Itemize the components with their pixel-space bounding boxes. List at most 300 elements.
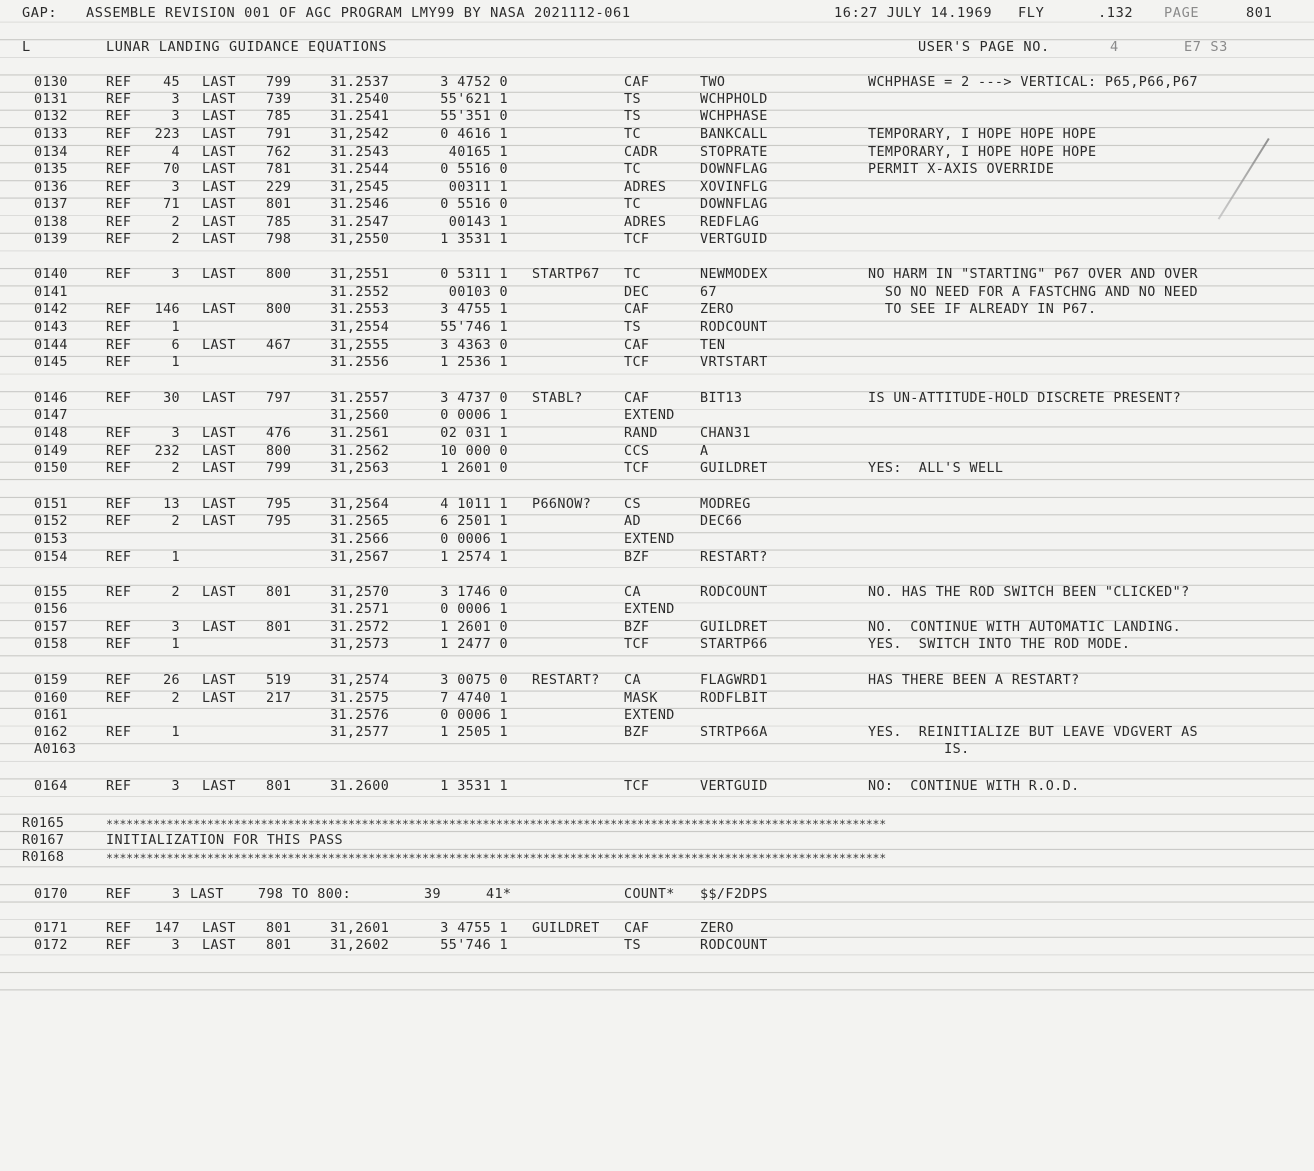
last-label: LAST	[202, 267, 236, 282]
header-mode: FLY	[1018, 5, 1045, 21]
opcode: TCF	[624, 232, 650, 247]
ref-count: 232	[154, 444, 180, 459]
comment: SO NO NEED FOR A FASTCHNG AND NO NEED	[868, 285, 1199, 300]
last-label: LAST	[202, 514, 236, 529]
listing-row	[0, 496, 1314, 514]
last-ref: 799	[266, 75, 292, 90]
last-label: LAST	[202, 197, 236, 212]
line-number: R0168	[22, 850, 65, 865]
last-ref: 800	[266, 302, 292, 317]
address: 31.2540	[330, 92, 390, 107]
address: 31,2601	[330, 921, 390, 936]
last-ref: 801	[266, 585, 292, 600]
octal-word: 00103 0	[448, 285, 508, 300]
opcode: CAF	[624, 302, 650, 317]
address: 31,2573	[330, 637, 390, 652]
line-number: 0142	[34, 302, 68, 317]
operand: 67	[700, 285, 717, 300]
listing-row	[0, 161, 1314, 179]
header-page-number: 801	[1246, 5, 1273, 21]
last-ref: 467	[266, 338, 292, 353]
ref-label: REF	[106, 691, 132, 706]
line-number: 0170	[34, 887, 68, 902]
line-number: R0165	[22, 816, 65, 831]
operand: BANKCALL	[700, 127, 768, 142]
line-number: 0146	[34, 391, 68, 406]
line-number: 0151	[34, 497, 68, 512]
listing-row	[0, 513, 1314, 531]
line-number: 0164	[34, 779, 68, 794]
ref-label: REF	[106, 127, 132, 142]
ref-count: 3	[171, 779, 180, 794]
ref-count: 2	[171, 215, 180, 230]
address: 31,2574	[330, 673, 390, 688]
ref-label: REF	[106, 232, 132, 247]
last-label: LAST	[202, 691, 236, 706]
last-label: LAST	[202, 338, 236, 353]
last-label: LAST	[202, 938, 236, 953]
listing-row	[0, 284, 1314, 302]
ref-count: 1	[171, 637, 180, 652]
last-ref: 801	[266, 938, 292, 953]
ref-label: REF	[106, 215, 132, 230]
opcode: EXTEND	[624, 532, 675, 547]
ref-count: 3	[171, 426, 180, 441]
ref-count: 3	[171, 620, 180, 635]
octal-word: 3 0075 0	[440, 673, 508, 688]
remark-line	[0, 815, 1314, 833]
listing-row	[0, 91, 1314, 109]
line-number: 0159	[34, 673, 68, 688]
operand: REDFLAG	[700, 215, 760, 230]
header-title: ASSEMBLE REVISION 001 OF AGC PROGRAM LMY99 BY NASA 2021112-061	[86, 5, 631, 21]
opcode: TS	[624, 109, 641, 124]
address: 31,2570	[330, 585, 390, 600]
last-label: LAST	[202, 921, 236, 936]
opcode: EXTEND	[624, 602, 675, 617]
octal-word: 0 0006 1	[440, 532, 508, 547]
last-ref: 800	[266, 444, 292, 459]
header-prefix: GAP:	[22, 5, 58, 21]
address: 31.2556	[330, 355, 390, 370]
octal-word: 0 0006 1	[440, 602, 508, 617]
operand: TWO	[700, 75, 726, 90]
opcode: TS	[624, 92, 641, 107]
line-number: 0157	[34, 620, 68, 635]
last-label: LAST	[202, 497, 236, 512]
last-ref: 801	[266, 197, 292, 212]
comment: TO SEE IF ALREADY IN P67.	[868, 302, 1097, 317]
address: 31.2552	[330, 285, 390, 300]
opcode: BZF	[624, 725, 650, 740]
octal-word: 1 2601 0	[440, 461, 508, 476]
line-number: 0154	[34, 550, 68, 565]
opcode: BZF	[624, 620, 650, 635]
last-ref: 217	[266, 691, 292, 706]
address: 31.2572	[330, 620, 390, 635]
count-a: 39	[424, 887, 441, 902]
comment: NO. CONTINUE WITH AUTOMATIC LANDING.	[868, 620, 1182, 635]
listing-row	[0, 179, 1314, 197]
line-number: 0147	[34, 408, 68, 423]
opcode: ADRES	[624, 215, 667, 230]
octal-word: 0 5311 1	[440, 267, 508, 282]
address: 31.2546	[330, 197, 390, 212]
listing-row	[0, 74, 1314, 92]
section-marker: L	[22, 39, 31, 55]
octal-word: 1 2477 0	[440, 637, 508, 652]
octal-word: 0 4616 1	[440, 127, 508, 142]
last-ref: 795	[266, 514, 292, 529]
opcode: CADR	[624, 145, 658, 160]
listing-row	[0, 601, 1314, 619]
ref-label: REF	[106, 497, 132, 512]
octal-word: 55'351 0	[440, 109, 508, 124]
last-label: LAST	[202, 92, 236, 107]
listing-row	[0, 126, 1314, 144]
line-number: 0134	[34, 145, 68, 160]
address: 31.2544	[330, 162, 390, 177]
octal-word: 4 1011 1	[440, 497, 508, 512]
opcode: TCF	[624, 779, 650, 794]
ref-label: REF	[106, 302, 132, 317]
address: 31.2600	[330, 779, 390, 794]
last-label: LAST	[202, 145, 236, 160]
address: 31,2554	[330, 320, 390, 335]
last-label: LAST	[202, 162, 236, 177]
section-title: LUNAR LANDING GUIDANCE EQUATIONS	[106, 39, 388, 55]
last-ref: 762	[266, 145, 292, 160]
operand: TEN	[700, 338, 726, 353]
ref-count: 147	[154, 921, 180, 936]
octal-word: 1 2536 1	[440, 355, 508, 370]
address: 31,2551	[330, 267, 390, 282]
octal-word: 0 5516 0	[440, 197, 508, 212]
ref-count: 3	[172, 887, 181, 902]
address: 31,2555	[330, 338, 390, 353]
opcode: TCF	[624, 355, 650, 370]
last-label: LAST	[202, 585, 236, 600]
operand: ZERO	[700, 302, 734, 317]
opcode: TC	[624, 127, 641, 142]
address: 31.2562	[330, 444, 390, 459]
count-range: 798 TO 800:	[258, 887, 352, 902]
line-number: 0133	[34, 127, 68, 142]
last-ref: 519	[266, 673, 292, 688]
ref-label: REF	[106, 444, 132, 459]
ref-label: REF	[106, 145, 132, 160]
operand: ZERO	[700, 921, 734, 936]
remark-text: INITIALIZATION FOR THIS PASS	[106, 833, 343, 848]
listing-row	[0, 144, 1314, 162]
octal-word: 3 4755 1	[440, 921, 508, 936]
address: 31.2537	[330, 75, 390, 90]
operand: RODCOUNT	[700, 320, 768, 335]
ref-label: REF	[106, 673, 132, 688]
opcode: EXTEND	[624, 708, 675, 723]
operand: RODFLBIT	[700, 691, 768, 706]
operand: CHAN31	[700, 426, 751, 441]
ref-label: REF	[106, 887, 132, 902]
line-number: 0143	[34, 320, 68, 335]
line-number: 0138	[34, 215, 68, 230]
octal-word: 1 2574 1	[440, 550, 508, 565]
operand: NEWMODEX	[700, 267, 768, 282]
ref-count: 1	[171, 725, 180, 740]
comment: NO: CONTINUE WITH R.O.D.	[868, 779, 1080, 794]
line-number: 0130	[34, 75, 68, 90]
opcode: TCF	[624, 637, 650, 652]
ref-count: 45	[163, 75, 180, 90]
opcode: TC	[624, 197, 641, 212]
last-label: LAST	[190, 887, 224, 902]
operand: VERTGUID	[700, 779, 768, 794]
octal-word: 7 4740 1	[440, 691, 508, 706]
line-number: 0149	[34, 444, 68, 459]
ref-count: 3	[171, 267, 180, 282]
line-number: 0158	[34, 637, 68, 652]
last-label: LAST	[202, 620, 236, 635]
operand: STOPRATE	[700, 145, 768, 160]
line-number: 0141	[34, 285, 68, 300]
opcode: CAF	[624, 75, 650, 90]
ref-count: 13	[163, 497, 180, 512]
ref-count: 2	[171, 691, 180, 706]
address: 31,2577	[330, 725, 390, 740]
octal-word: 02 031 1	[440, 426, 508, 441]
opcode: TS	[624, 320, 641, 335]
address: 31,2542	[330, 127, 390, 142]
line-number: 0148	[34, 426, 68, 441]
comment: WCHPHASE = 2 ---> VERTICAL: P65,P66,P67	[868, 75, 1199, 90]
opcode: MASK	[624, 691, 658, 706]
opcode: EXTEND	[624, 408, 675, 423]
line-number: 0145	[34, 355, 68, 370]
address: 31,2564	[330, 497, 390, 512]
operand: RODCOUNT	[700, 938, 768, 953]
listing-row	[0, 584, 1314, 602]
ref-label: REF	[106, 338, 132, 353]
opcode: DEC	[624, 285, 650, 300]
address: 31,2545	[330, 180, 390, 195]
section-code: E7 S3	[1184, 39, 1228, 55]
opcode: ADRES	[624, 180, 667, 195]
line-number: 0161	[34, 708, 68, 723]
listing-row	[0, 920, 1314, 938]
address: 31.2571	[330, 602, 390, 617]
comment: NO HARM IN "STARTING" P67 OVER AND OVER	[868, 267, 1199, 282]
listing-row	[0, 214, 1314, 232]
opcode: TCF	[624, 461, 650, 476]
ref-label: REF	[106, 725, 132, 740]
listing-row	[0, 337, 1314, 355]
line-number: 0144	[34, 338, 68, 353]
opcode: TC	[624, 162, 641, 177]
listing-row	[0, 266, 1314, 284]
last-label: LAST	[202, 215, 236, 230]
ref-label: REF	[106, 92, 132, 107]
line-number: 0137	[34, 197, 68, 212]
octal-word: 1 2505 1	[440, 725, 508, 740]
last-ref: 791	[266, 127, 292, 142]
opcode: AD	[624, 514, 641, 529]
directive: COUNT*	[624, 887, 675, 902]
address: 31,2567	[330, 550, 390, 565]
header-seq: .132	[1098, 5, 1134, 21]
listing-row	[0, 231, 1314, 249]
address: 31.2553	[330, 302, 390, 317]
listing-row	[0, 778, 1314, 796]
address: 31.2575	[330, 691, 390, 706]
last-label: LAST	[202, 391, 236, 406]
section-header	[0, 38, 1314, 56]
octal-word: 0 0006 1	[440, 708, 508, 723]
last-ref: 801	[266, 779, 292, 794]
opcode: CA	[624, 585, 641, 600]
listing-row	[0, 707, 1314, 725]
ref-label: REF	[106, 267, 132, 282]
listing-row	[0, 619, 1314, 637]
ref-label: REF	[106, 779, 132, 794]
operand: BIT13	[700, 391, 743, 406]
opcode: CS	[624, 497, 641, 512]
last-label: LAST	[202, 232, 236, 247]
operand: STRTP66A	[700, 725, 768, 740]
ref-count: 3	[171, 109, 180, 124]
ref-count: 2	[171, 461, 180, 476]
comment: NO. HAS THE ROD SWITCH BEEN "CLICKED"?	[868, 585, 1190, 600]
opcode: CCS	[624, 444, 650, 459]
ref-count: 70	[163, 162, 180, 177]
ref-count: 71	[163, 197, 180, 212]
address: 31.2543	[330, 145, 390, 160]
octal-word: 3 4363 0	[440, 338, 508, 353]
ref-count: 1	[171, 355, 180, 370]
comment: PERMIT X-AXIS OVERRIDE	[868, 162, 1055, 177]
last-ref: 781	[266, 162, 292, 177]
octal-word: 10 000 0	[440, 444, 508, 459]
listing-row	[0, 196, 1314, 214]
line-number: 0153	[34, 532, 68, 547]
ref-label: REF	[106, 585, 132, 600]
listing-row	[0, 108, 1314, 126]
count-directive-row	[0, 886, 1314, 904]
last-label: LAST	[202, 779, 236, 794]
address: 31.2541	[330, 109, 390, 124]
octal-word: 0 0006 1	[440, 408, 508, 423]
ref-count: 146	[154, 302, 180, 317]
line-number: 0139	[34, 232, 68, 247]
ref-label: REF	[106, 355, 132, 370]
listing-row	[0, 531, 1314, 549]
opcode: BZF	[624, 550, 650, 565]
last-ref: 229	[266, 180, 292, 195]
line-number: 0171	[34, 921, 68, 936]
ref-label: REF	[106, 637, 132, 652]
octal-word: 00311 1	[448, 180, 508, 195]
operand: MODREG	[700, 497, 751, 512]
ref-label: REF	[106, 921, 132, 936]
listing-row	[0, 354, 1314, 372]
last-label: LAST	[202, 461, 236, 476]
octal-word: 0 5516 0	[440, 162, 508, 177]
last-ref: 795	[266, 497, 292, 512]
octal-word: 3 4755 1	[440, 302, 508, 317]
opcode: CAF	[624, 338, 650, 353]
address: 31.2566	[330, 532, 390, 547]
ref-label: REF	[106, 938, 132, 953]
octal-word: 00143 1	[448, 215, 508, 230]
ref-label: REF	[106, 162, 132, 177]
listing-row	[0, 741, 1314, 759]
remark-line	[0, 832, 1314, 850]
listing-row	[0, 390, 1314, 408]
comment: HAS THERE BEEN A RESTART?	[868, 673, 1080, 688]
ref-count: 1	[171, 550, 180, 565]
octal-word: 55'621 1	[440, 92, 508, 107]
octal-word: 6 2501 1	[440, 514, 508, 529]
comment: TEMPORARY, I HOPE HOPE HOPE	[868, 127, 1097, 142]
symbol-label: STARTP67	[532, 267, 600, 282]
opcode: CAF	[624, 921, 650, 936]
opcode: RAND	[624, 426, 658, 441]
ref-label: REF	[106, 514, 132, 529]
asterisk-rule: ********************************************************************************************************************	[106, 851, 886, 865]
last-ref: 801	[266, 620, 292, 635]
line-number: 0156	[34, 602, 68, 617]
line-number: 0162	[34, 725, 68, 740]
line-number: 0135	[34, 162, 68, 177]
line-number: 0140	[34, 267, 68, 282]
ref-count: 2	[171, 585, 180, 600]
opcode: TS	[624, 938, 641, 953]
ref-label: REF	[106, 461, 132, 476]
ref-count: 3	[171, 180, 180, 195]
ref-label: REF	[106, 550, 132, 565]
last-label: LAST	[202, 127, 236, 142]
last-label: LAST	[202, 180, 236, 195]
ref-count: 2	[171, 514, 180, 529]
listing-row	[0, 407, 1314, 425]
last-ref: 785	[266, 109, 292, 124]
ref-count: 4	[171, 145, 180, 160]
octal-word: 1 2601 0	[440, 620, 508, 635]
address: 31.2561	[330, 426, 390, 441]
remark-line	[0, 849, 1314, 867]
listing-header	[0, 4, 1314, 22]
comment: TEMPORARY, I HOPE HOPE HOPE	[868, 145, 1097, 160]
address: 31.2557	[330, 391, 390, 406]
last-ref: 476	[266, 426, 292, 441]
comment: IS.	[868, 742, 970, 757]
line-number: 0155	[34, 585, 68, 600]
header-datetime: 16:27 JULY 14.1969	[834, 5, 993, 21]
ref-label: REF	[106, 180, 132, 195]
line-number: 0160	[34, 691, 68, 706]
listing-row	[0, 672, 1314, 690]
line-number: R0167	[22, 833, 65, 848]
line-number: 0150	[34, 461, 68, 476]
ref-label: REF	[106, 426, 132, 441]
comment: YES. REINITIALIZE BUT LEAVE VDGVERT AS	[868, 725, 1199, 740]
last-ref: 800	[266, 267, 292, 282]
ref-count: 6	[171, 338, 180, 353]
last-label: LAST	[202, 75, 236, 90]
last-ref: 798	[266, 232, 292, 247]
operand: DEC66	[700, 514, 743, 529]
count-b: 41*	[486, 887, 512, 902]
listing-row	[0, 690, 1314, 708]
